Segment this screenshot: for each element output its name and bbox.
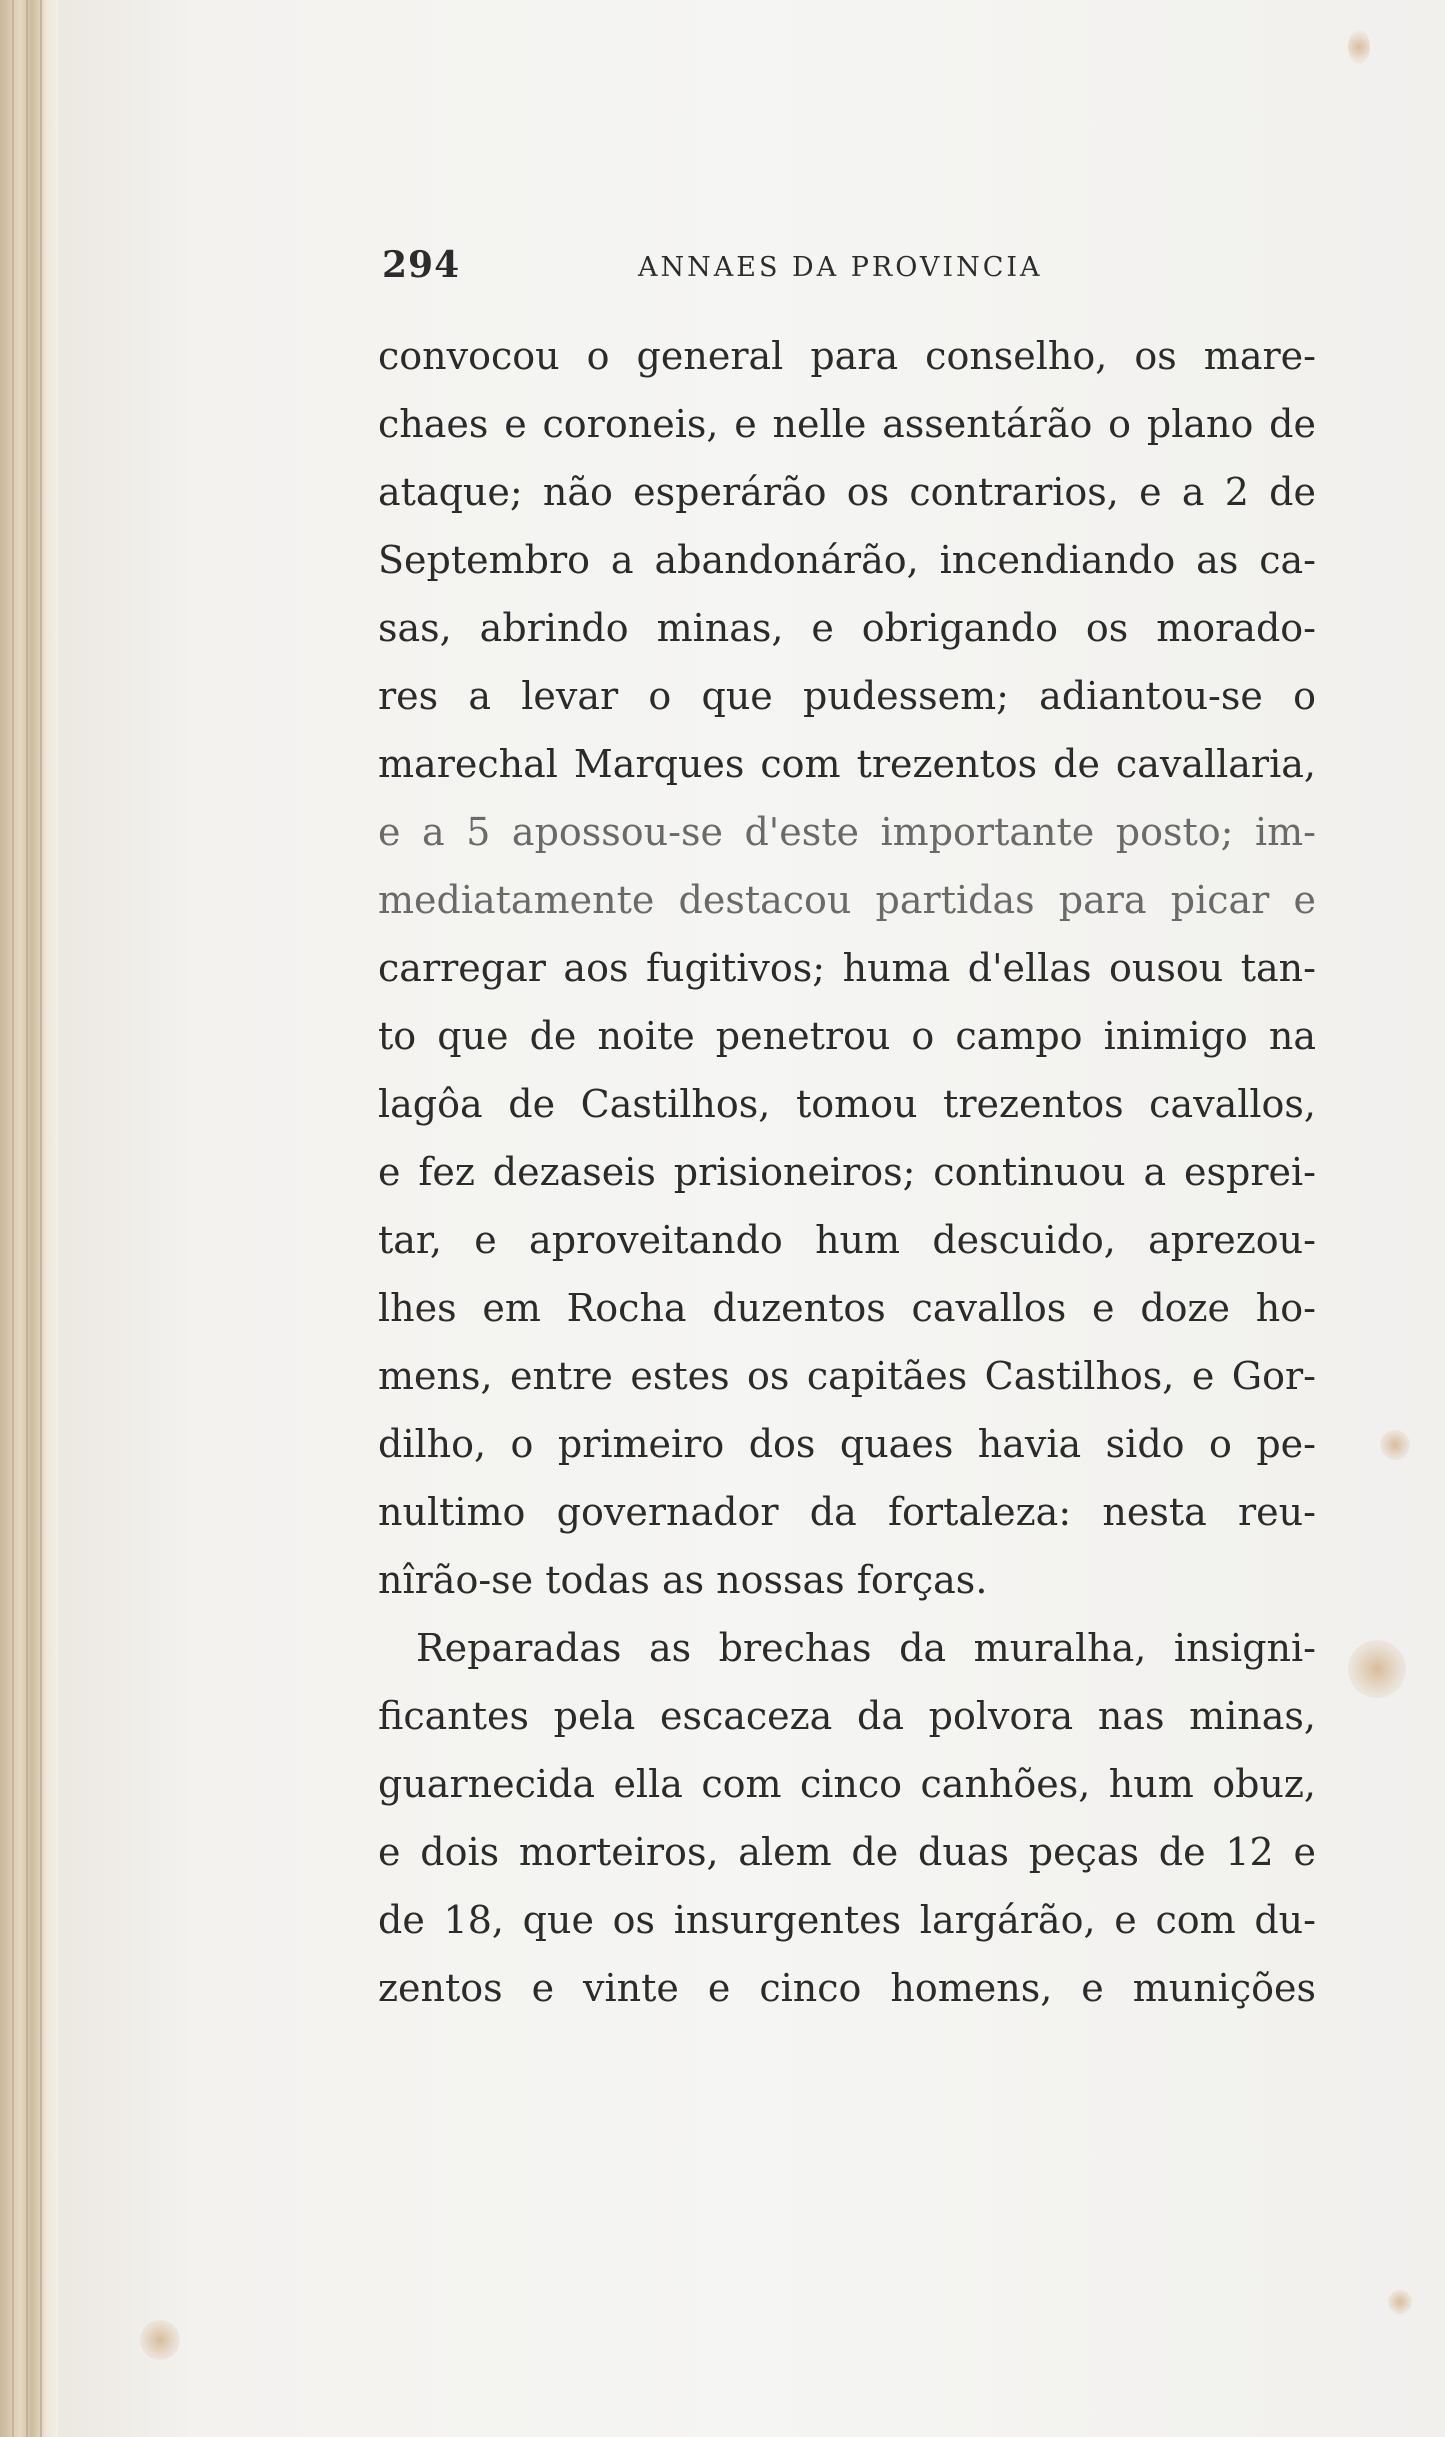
book-spine-edge bbox=[0, 0, 58, 2437]
page-number: 294 bbox=[382, 244, 461, 286]
text-line: mens, entre estes os capitães Castilhos, e Gor- bbox=[378, 1354, 1316, 1398]
text-line: Septembro a abandonárão, incendiando as ca- bbox=[378, 538, 1316, 582]
paragraph bbox=[378, 322, 1316, 1614]
paragraph bbox=[378, 1614, 1316, 2022]
text-line: guarnecida ella com cinco canhões, hum obuz, bbox=[378, 1762, 1316, 1806]
running-head: ANNAES DA PROVINCIA bbox=[638, 252, 1043, 283]
text-line: tar, e aproveitando hum descuido, aprezou- bbox=[378, 1218, 1316, 1262]
text-line: de 18, que os insurgentes largárão, e com du- bbox=[378, 1898, 1316, 1942]
text-line: nultimo governador da fortaleza: nesta reu- bbox=[378, 1490, 1316, 1534]
text-line: carregar aos fugitivos; huma d'ellas ousou tan- bbox=[378, 946, 1316, 990]
text-line: mediatamente destacou partidas para picar e bbox=[378, 878, 1316, 922]
body-text bbox=[378, 322, 1316, 2022]
foxing-stain bbox=[1388, 2290, 1412, 2314]
text-line: zentos e vinte e cinco homens, e munições bbox=[378, 1966, 1316, 2010]
text-line: ataque; não esperárão os contrarios, e a 2 de bbox=[378, 470, 1316, 514]
foxing-stain bbox=[1348, 30, 1370, 64]
foxing-stain bbox=[140, 2320, 180, 2360]
text-line: sas, abrindo minas, e obrigando os morado- bbox=[378, 606, 1316, 650]
text-line: convocou o general para conselho, os mare- bbox=[378, 334, 1316, 378]
page-edge-line bbox=[26, 0, 28, 2437]
text-line: e fez dezaseis prisioneiros; continuou a esprei- bbox=[378, 1150, 1316, 1194]
text-line: e dois morteiros, alem de duas peças de 12 e bbox=[378, 1830, 1316, 1874]
text-line: res a levar o que pudessem; adiantou-se o bbox=[378, 674, 1316, 718]
text-line: chaes e coroneis, e nelle assentárão o plano de bbox=[378, 402, 1316, 446]
text-line: to que de noite penetrou o campo inimigo na bbox=[378, 1014, 1316, 1058]
text-line: e a 5 apossou-se d'este importante posto; im- bbox=[378, 810, 1316, 854]
foxing-stain bbox=[1348, 1640, 1406, 1698]
text-line: dilho, o primeiro dos quaes havia sido o pe- bbox=[378, 1422, 1316, 1466]
page-edge-line bbox=[12, 0, 14, 2437]
page-edge-line bbox=[40, 0, 42, 2437]
page-header bbox=[382, 244, 1322, 294]
text-line: nîrão-se todas as nossas forças. bbox=[378, 1558, 988, 1602]
text-line: lagôa de Castilhos, tomou trezentos cavallos, bbox=[378, 1082, 1316, 1126]
text-line: marechal Marques com trezentos de cavallaria, bbox=[378, 742, 1316, 786]
foxing-stain bbox=[1380, 1430, 1410, 1460]
text-line: lhes em Rocha duzentos cavallos e doze ho- bbox=[378, 1286, 1316, 1330]
text-line: Reparadas as brechas da muralha, insigni- bbox=[416, 1626, 1316, 1670]
text-line: ficantes pela escaceza da polvora nas minas, bbox=[378, 1694, 1316, 1738]
